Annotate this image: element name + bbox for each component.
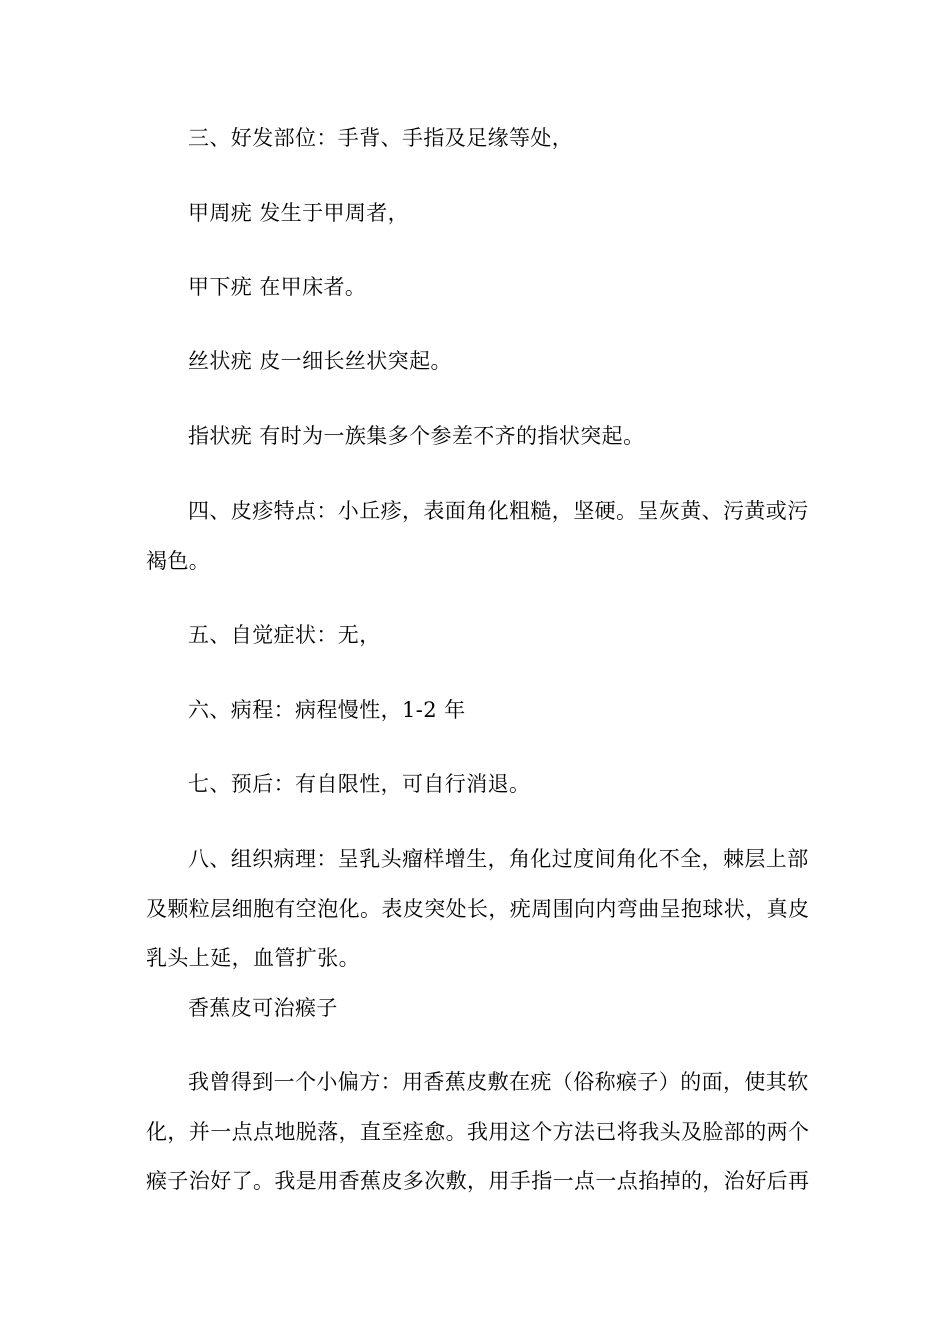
section-8-histopathology-line-3: 乳头上延，血管扩张。	[146, 946, 360, 970]
banana-peel-heading: 香蕉皮可治瘊子	[188, 996, 338, 1020]
section-6-course: 六、病程：病程慢性，1-2 年	[188, 698, 466, 722]
filiform-wart-line: 丝状疣 皮一细长丝状突起。	[188, 349, 452, 373]
section-7-prognosis: 七、预后：有自限性，可自行消退。	[188, 772, 531, 796]
section-8-histopathology-line-2: 及颗粒层细胞有空泡化。表皮突处长，疣周围向内弯曲呈抱球状，真皮	[146, 897, 810, 921]
section-4-rash-features-line-1: 四、皮疹特点：小丘疹，表面角化粗糙，坚硬。呈灰黄、污黄或污	[188, 499, 809, 523]
section-8-histopathology-line-1: 八、组织病理：呈乳头瘤样增生，角化过度间角化不全，棘层上部	[188, 847, 809, 871]
remedy-paragraph-line-1: 我曾得到一个小偏方：用香蕉皮敷在疣（俗称瘊子）的面，使其软	[188, 1070, 809, 1094]
section-4-rash-features-line-2: 褐色。	[146, 549, 211, 573]
section-5-symptoms: 五、自觉症状：无，	[188, 623, 381, 647]
remedy-paragraph-line-3: 瘊子治好了。我是用香蕉皮多次敷，用手指一点一点掐掉的，治好后再	[146, 1169, 810, 1193]
periungual-wart-line: 甲周疣 发生于甲周者，	[188, 201, 410, 225]
section-3-predilection-sites: 三、好发部位：手背、手指及足缘等处，	[188, 126, 574, 150]
digitate-wart-line: 指状疣 有时为一族集多个参差不齐的指状突起。	[188, 424, 645, 448]
remedy-paragraph-line-2: 化，并一点点地脱落，直至痊愈。我用这个方法已将我头及脸部的两个	[146, 1120, 810, 1144]
subungual-wart-line: 甲下疣 在甲床者。	[188, 275, 367, 299]
